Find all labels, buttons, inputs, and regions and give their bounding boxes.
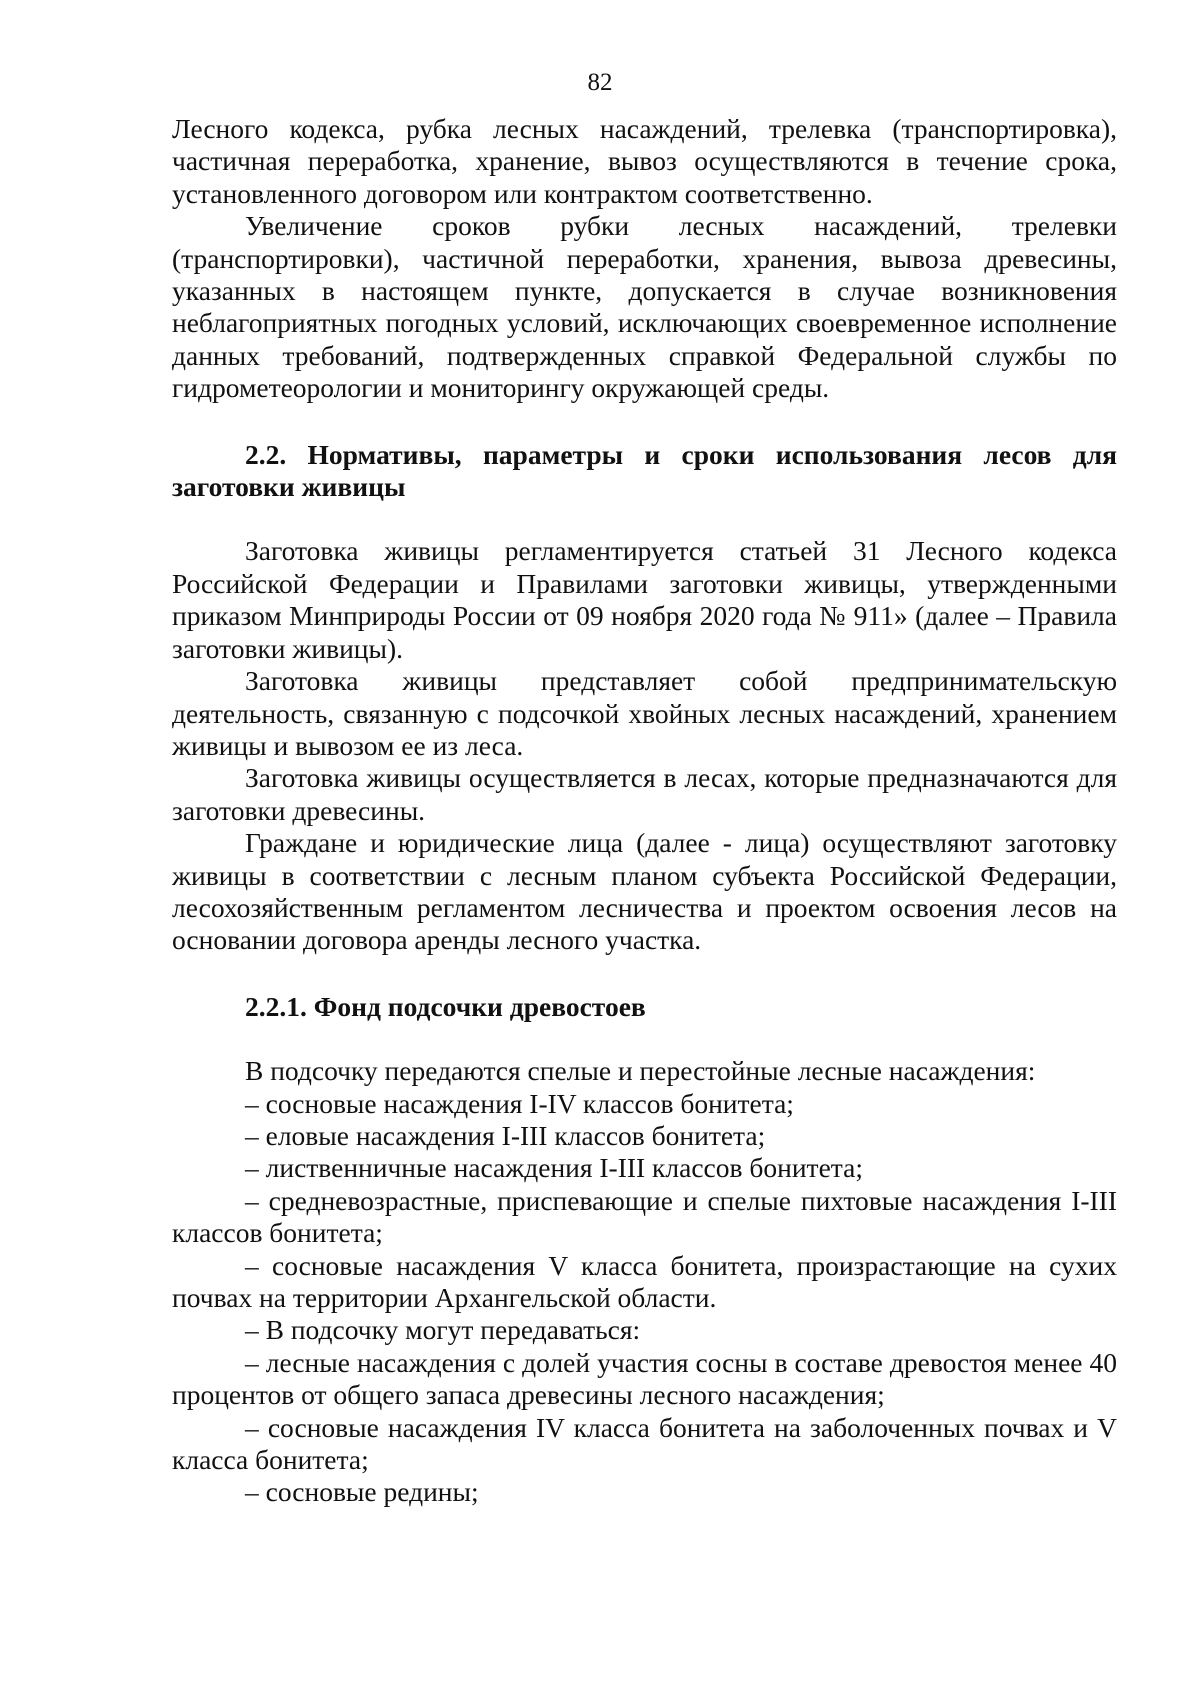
list-item: – средневозрастные, приспевающие и спелые пихтовые насаждения I-III классов бонитета; <box>172 1184 1117 1249</box>
paragraph-persons: Граждане и юридические лица (далее - лица) осуществляют заготовку живицы в соответствии с лесным планом субъекта Российской Федерации, лесохозяйственным регламентом лесничества и проектом освоения лесов на основании договора аренды лесного участка. <box>172 827 1117 956</box>
paragraph-regulation: Заготовка живицы регламентируется статьей 31 Лесного кодекса Российской Федерации и Правилами заготовки живицы, утвержденными приказом Минприроды России от 09 ноября 2020 года № 911» (далее – Правила заготовки живицы). <box>172 535 1117 664</box>
list-item: – сосновые насаждения I-IV классов бонитета; <box>245 1087 794 1119</box>
list-item: – лиственничные насаждения I-III классов бонитета; <box>245 1152 863 1184</box>
paragraph-continuation: Лесного кодекса, рубка лесных насаждений, трелевка (транспортировка), частичная переработка, хранение, вывоз осуществляются в течение срока, установленного договором или контрактом соответственно. <box>172 113 1117 209</box>
page-content <box>172 113 1117 1509</box>
section-heading-2-2-1: 2.2.1. Фонд подсочки древостоев <box>245 990 646 1022</box>
page-number: 82 <box>587 69 613 96</box>
paragraph-definition: Заготовка живицы представляет собой предпринимательскую деятельность, связанную с подсочкой хвойных лесных насаждений, хранением живицы и вывозом ее из леса. <box>172 665 1117 761</box>
list-item: – В подсочку могут передаваться: <box>245 1314 641 1346</box>
list-item: – сосновые насаждения IV класса бонитета на заболоченных почвах и V класса бонитета; <box>172 1411 1117 1476</box>
list-item: – еловые насаждения I-III классов бонитета; <box>245 1119 766 1151</box>
list-item: – лесные насаждения с долей участия сосны в составе древостоя менее 40 процентов от общего запаса древесины лесного насаждения; <box>172 1346 1117 1411</box>
list-item: – сосновые насаждения V класса бонитета, произрастающие на сухих почвах на территории Архангельской области. <box>172 1249 1117 1313</box>
list-item: – сосновые редины; <box>245 1476 479 1508</box>
section-heading-2-2: 2.2. Нормативы, параметры и сроки использования лесов для заготовки живицы <box>172 438 1117 503</box>
list-intro: В подсочку передаются спелые и перестойные лесные насаждения: <box>245 1055 1036 1087</box>
paragraph-term-extension: Увеличение сроков рубки лесных насаждений, трелевки (транспортировки), частичной переработки, хранения, вывоза древесины, указанных в настоящем пункте, допускается в случае возникновения неблагоприятных погодных условий, исключающих своевременное исполнение данных требований, подтвержденных справкой Федеральной службы по гидрометеорологии и мониторингу окружающей среды. <box>172 210 1117 404</box>
paragraph-forests: Заготовка живицы осуществляется в лесах, которые предназначаются для заготовки древесины. <box>172 762 1117 826</box>
